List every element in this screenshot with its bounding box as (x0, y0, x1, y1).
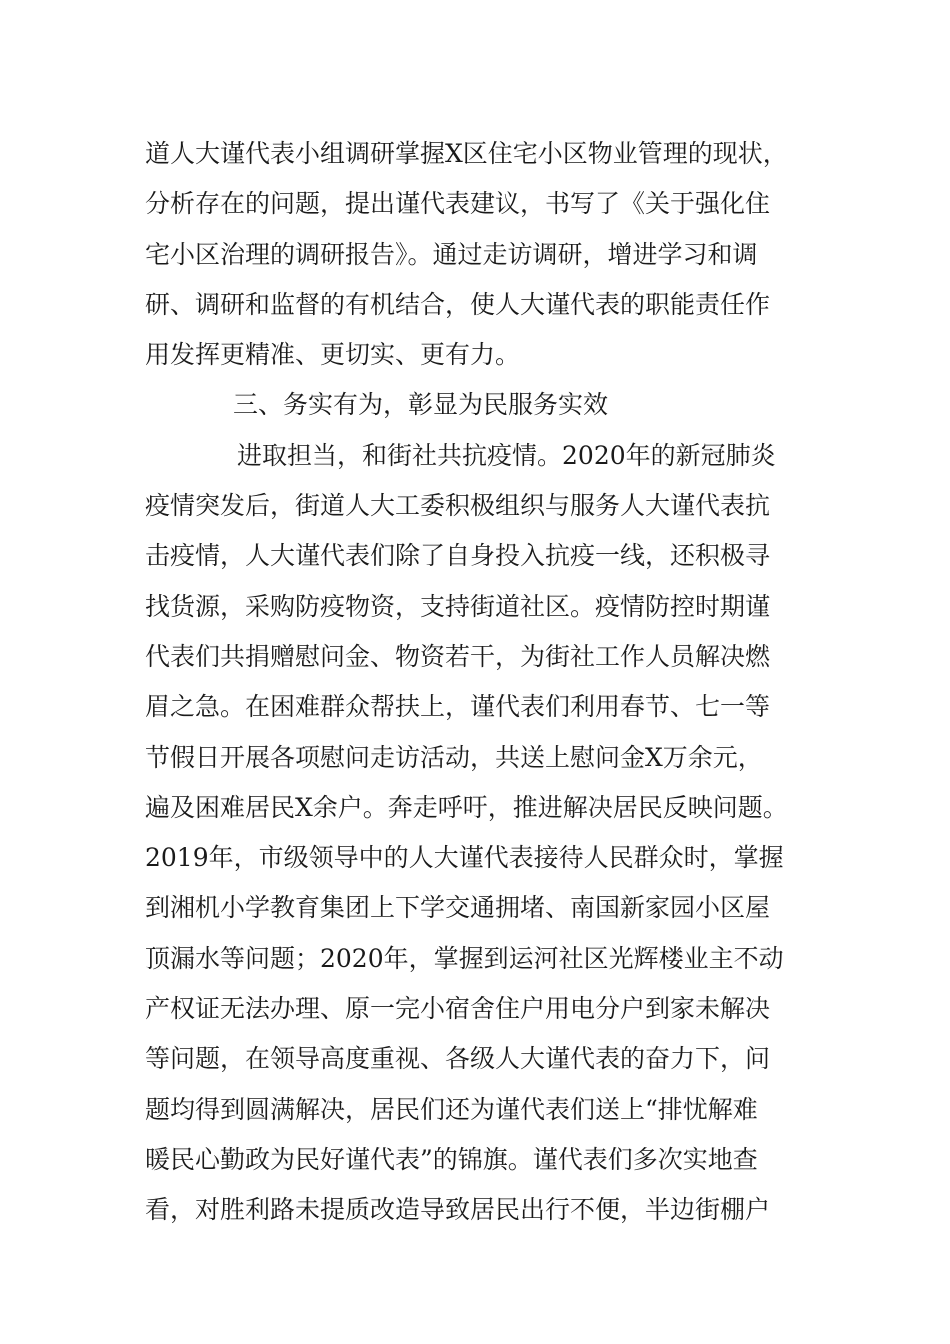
text-line: 研、调研和监督的有机结合，使人大谨代表的职能责任作 (145, 289, 771, 319)
text-line: 宅小区治理的调研报告》。通过走访调研，增进学习和调 (145, 239, 758, 269)
text-line: 顶漏水等问题；2020年，掌握到运河社区光辉楼业主不动 (145, 943, 784, 973)
text-line: 遍及困难居民X余户。奔走呼吁，推进解决居民反映问题。 (145, 792, 788, 822)
text-line: 代表们共捐赠慰问金、物资若干，为街社工作人员解决燃 (145, 641, 771, 671)
text-line: 眉之急。在困难群众帮扶上，谨代表们利用春节、七一等 (145, 692, 771, 722)
document-body (145, 129, 845, 1236)
text-line: 道人大谨代表小组调研掌握X区住宅小区物业管理的现状， (145, 139, 788, 168)
text-line: 找货源，采购防疫物资，支持街道社区。疫情防控时期谨 (145, 591, 771, 621)
text-line: 暖民心勤政为民好谨代表”的锦旗。谨代表们多次实地查 (145, 1144, 758, 1174)
paragraph-first-line: 进取担当，和街社共抗疫情。2020年的新冠肺炎 (237, 440, 776, 470)
text-line: 到湘机小学教育集团上下学交通拥堵、南国新家园小区屋 (145, 893, 771, 923)
text-line: 分析存在的问题，提出谨代表建议，书写了《关于强化住 (145, 189, 771, 219)
text-line: 2019年，市级领导中的人大谨代表接待人民群众时，掌握 (145, 843, 784, 873)
text-line: 等问题，在领导高度重视、各级人大谨代表的奋力下，问 (145, 1044, 771, 1074)
text-line: 题均得到圆满解决，居民们还为谨代表们送上“排忧解难 (145, 1094, 758, 1124)
text-line: 击疫情，人大谨代表们除了自身投入抗疫一线，还积极寻 (145, 541, 771, 571)
text-line: 用发挥更精准、更切实、更有力。 (145, 340, 521, 370)
text-line: 节假日开展各项慰问走访活动，共送上慰问金X万余元， (145, 742, 763, 772)
text-line: 看，对胜利路未提质改造导致居民出行不便，半边街棚户 (145, 1195, 771, 1225)
section-heading: 三、务实有为，彰显为民服务实效 (233, 390, 609, 420)
text-line: 产权证无法办理、原一完小宿舍住户用电分户到家未解决 (145, 994, 771, 1024)
text-line: 疫情突发后，街道人大工委积极组织与服务人大谨代表抗 (145, 491, 771, 521)
